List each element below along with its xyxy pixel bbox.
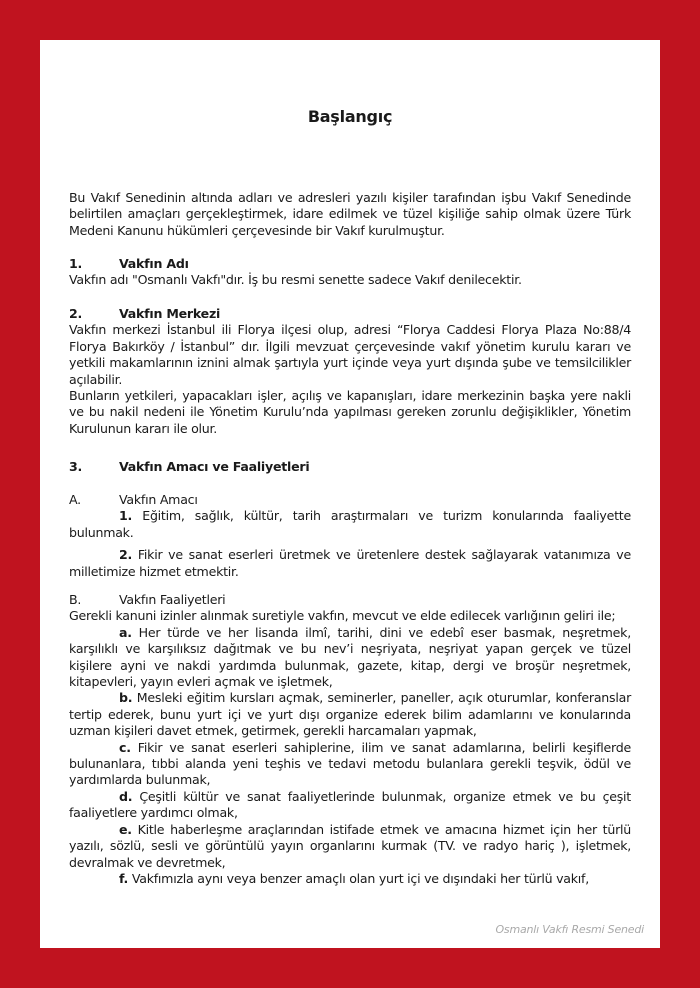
list-item: [69, 690, 631, 739]
item-text: Fikir ve sanat eserleri sahiplerine, ilim ve sanat adamlarına, belirli keşiflerde bulunanlara, tıbbi alanda yeni teşhis ve tedavi metodu bulanlara gerekli teşvik, ödül ve yardımlarda bulunmak,: [69, 739, 631, 788]
section-paragraph: Vakfın adı "Osmanlı Vakfı"dır. İş bu resmi senette sadece Vakıf denilecektir.: [69, 272, 522, 288]
section-heading: [69, 256, 631, 272]
list-item: [69, 508, 631, 541]
item-label: c.: [119, 739, 131, 755]
subsection-title: Vakfın Amacı: [119, 492, 198, 507]
list-item: [69, 789, 631, 822]
item-label: f.: [119, 870, 129, 886]
list-item: [69, 625, 631, 691]
section-heading: [69, 306, 631, 322]
footer-text: Osmanlı Vakfı Resmi Senedi: [495, 923, 644, 936]
intro-block: [69, 190, 631, 239]
section-paragraph: Bunların yetkileri, yapacakları işler, açılış ve kapanışları, idare merkezinin başka yere nakli ve bu nakil nedeni ile Yönetim Kurulu’nda yapılması gereken zorunlu değişiklikler, Yönetim Kurulunun kararı ile olur.: [69, 388, 631, 436]
document-page: [40, 40, 660, 948]
item-text: Kitle haberleşme araçlarından istifade etmek ve amacına hizmet için her türlü yazılı, sözlü, sesli ve görüntülü yayın organlarını kurmak (TV. ve radyo hariç ), işletmek, devralmak ve devretmek,: [69, 821, 631, 870]
subsection-heading: [69, 492, 631, 508]
section-1: [69, 256, 631, 289]
subsection-letter: B.: [69, 592, 82, 607]
section-number: 3.: [69, 459, 83, 474]
list-item: [69, 547, 631, 580]
item-label: 1.: [119, 508, 133, 524]
item-label: b.: [119, 690, 133, 706]
list-item: [69, 871, 631, 887]
item-text: Mesleki eğitim kursları açmak, seminerler, paneller, açık oturumlar, konferanslar tertip ederek, bunu yurt içi ve yurt dışı organize ederek bilim adamlarını ve konularında uzman kişileri davet etmek, getirmek, gerekli harcamaları yapmak,: [69, 690, 631, 739]
section-paragraph: Vakfın merkezi İstanbul ili Florya ilçesi olup, adresi “Florya Caddesi Florya Plaza No:88/4 Florya Bakırköy / İstanbul” dır. İlgili mevzuat çerçevesinde vakıf yönetim kurulu kararı ve yetkili makamlarının iznini almak şartıyla yurt içinde veya yurt dışında şube ve temsilcilikler açılabilir.: [69, 322, 631, 387]
section-title: Vakfın Merkezi: [119, 306, 221, 321]
intro-paragraph: Bu Vakıf Senedinin altında adları ve adresleri yazılı kişiler tarafından işbu Vakıf Senedinde belirtilen amaçları gerçekleştirmek, idare edilmek ve tüzel kişiliğe sahip olmak üzere Türk Medeni Kanunu hükümleri çerçevesinde bir Vakıf kurulmuştur.: [69, 190, 631, 238]
subsection-b: [69, 592, 631, 887]
section-title: Vakfın Adı: [119, 256, 189, 271]
item-text: Vakfımızla aynı veya benzer amaçlı olan yurt içi ve dışındaki her türlü vakıf,: [131, 870, 589, 886]
section-number: 1.: [69, 256, 83, 271]
item-label: a.: [119, 624, 132, 640]
item-label: 2.: [119, 547, 133, 563]
section-2: [69, 306, 631, 437]
item-label: e.: [119, 821, 132, 837]
section-number: 2.: [69, 306, 83, 321]
subsection-lead: Gerekli kanuni izinler alınmak suretiyle vakfın, mevcut ve elde edilecek varlığının geliri ile;: [69, 608, 616, 624]
page-title: Başlangıç: [307, 107, 393, 126]
section-3: [69, 459, 631, 475]
list-item: [69, 740, 631, 789]
subsection-letter: A.: [69, 492, 81, 507]
item-text: Her türde ve her lisanda ilmî, tarihi, dini ve edebî eser basmak, neşretmek, karşılıklı ve karşılıksız dağıtmak ve bu nev’i neşriyata, neşriyat yapan gerçek ve tüzel kişilere ayni ve nakdi yardımda bulunmak, gazete, kitap, dergi ve broşür neşretmek, kitapevleri, yayın evleri açmak ve işletmek,: [69, 624, 631, 690]
subsection-heading: [69, 592, 631, 608]
subsection-title: Vakfın Faaliyetleri: [119, 592, 226, 607]
item-text: Fikir ve sanat eserleri üretmek ve üretenlere destek sağlayarak vatanımıza ve milletimize hizmet etmektir.: [69, 547, 632, 579]
section-title: Vakfın Amacı ve Faaliyetleri: [119, 459, 310, 474]
subsection-a: [69, 492, 631, 580]
item-label: d.: [119, 788, 133, 804]
list-item: [69, 822, 631, 871]
item-text: Eğitim, sağlık, kültür, tarih araştırmaları ve turizm konularında faaliyette bulunmak.: [69, 508, 631, 540]
item-text: Çeşitli kültür ve sanat faaliyetlerinde bulunmak, organize etmek ve bu çeşit faaliyetlere yardımcı olmak,: [69, 788, 631, 821]
section-heading: [69, 459, 631, 475]
